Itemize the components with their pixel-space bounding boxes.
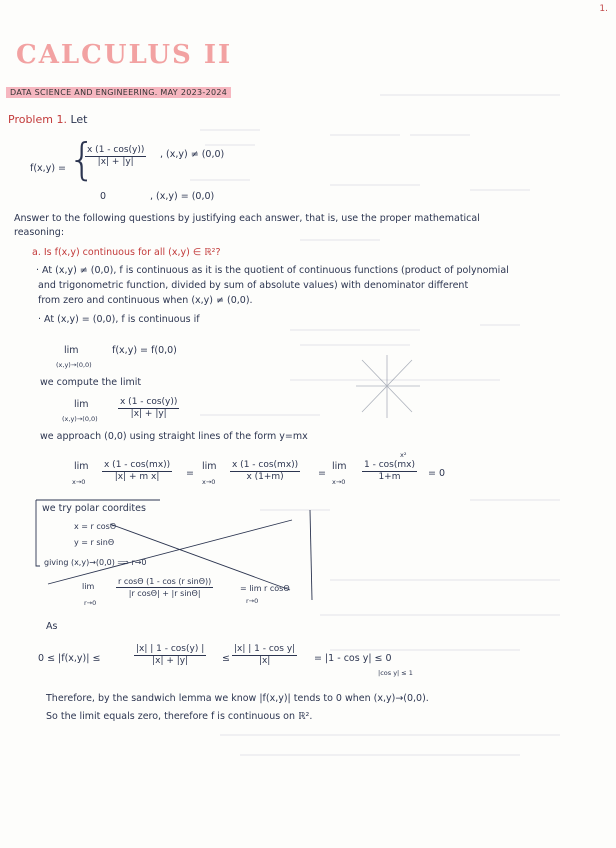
inequality-numerator-1: |x| | 1 - cos(y) | [136,644,205,654]
definition-case1-numerator: x (1 - cos(y)) [87,145,145,155]
limit-subscript-2: (x,y)→(0,0) [62,415,98,423]
part-a-bullet1-line3: from zero and continuous when (x,y) ≠ (0,0). [38,295,253,306]
inequality-left: 0 ≤ |f(x,y)| ≤ [38,653,101,664]
problem-label: Problem 1. [8,113,67,126]
sl-result: = 0 [428,468,446,479]
sl-limit-word-1: lim [74,461,89,472]
sl-numerator-1: x (1 - cos(mx)) [104,460,171,470]
definition-case1-condition: , (x,y) ≠ (0,0) [160,149,225,160]
conclusion-line2: So the limit equals zero, therefore f is continuous on ℝ². [46,711,313,722]
piecewise-brace: { [68,134,96,185]
sl-limit-subscript-2: x→0 [202,478,216,486]
conclusion-line1: Therefore, by the sandwich lemma we know |f(x,y)| tends to 0 when (x,y)→(0,0). [46,693,429,704]
definition-case2-value: 0 [100,191,107,202]
polar-denominator: |r cosΘ| + |r sinΘ| [128,589,201,598]
polar-limit-word: lim [82,582,95,591]
inequality-note: |cos y| ≤ 1 [378,669,413,677]
page-number: 1. [599,4,608,14]
instructions-line1: Answer to the following questions by justifying each answer, that is, use the proper mathematical [14,213,480,224]
sl-numerator-3: 1 - cos(mx) [364,460,415,470]
instructions-line2: reasoning: [14,227,65,238]
limit-word-1: lim [64,345,79,356]
definition-case1-denominator: |x| + |y| [97,157,134,167]
course-subtitle: DATA SCIENCE AND ENGINEERING. MAY 2023-2024 [6,87,231,98]
inequality-denominator-2: |x| [258,656,271,666]
inequality-denominator-1: |x| + |y| [152,656,189,666]
sl-equals-1: = [186,468,194,479]
polar-result-subscript: r→0 [246,597,259,605]
definition-lhs: f(x,y) = [30,163,67,174]
sl-denominator-2: x (1+m) [246,472,284,482]
compute-limit-text: we compute the limit [40,377,142,388]
sl-limit-subscript-1: x→0 [72,478,86,486]
inequality-numerator-2: |x| | 1 - cos y| [234,644,296,654]
polar-intro: we try polar coordites [42,503,146,514]
sl-denominator-1: |x| + m x| [114,472,160,482]
polar-strike-1 [48,520,292,584]
sl-limit-subscript-3: x→0 [332,478,346,486]
compute-limit-numerator: x (1 - cos(y)) [120,397,178,407]
page-title: CALCULUS II [16,40,233,70]
polar-limit-subscript: r→0 [84,599,97,607]
compute-limit-denominator: |x| + |y| [130,409,167,419]
polar-strike-2 [110,524,290,590]
polar-y: y = r sinΘ [74,538,115,547]
sl-denominator-3: 1+m [378,472,401,482]
sl-limit-word-3: lim [332,461,347,472]
polar-giving: giving (x,y)→(0,0) ⟹ r→0 [44,558,147,567]
polar-x: x = r cosΘ [74,522,117,531]
polar-result: = lim r cosΘ [240,584,290,593]
sl-numerator-2: x (1 - cos(mx)) [232,460,299,470]
polar-box-right [310,510,312,600]
straight-lines-text: we approach (0,0) using straight lines of the form y=mx [40,431,308,442]
inequality-result: = |1 - cos y| ≤ 0 [314,653,392,664]
inequality-le: ≤ [222,653,230,664]
limit-word-2: lim [74,399,89,410]
limit-subscript-1: (x,y)→(0,0) [56,361,92,369]
definition-case2-condition: , (x,y) = (0,0) [150,191,215,202]
part-a-bullet1-line1: · At (x,y) ≠ (0,0), f is continuous as it is the quotient of continuous functions (product of polynomial [36,265,509,276]
polar-box-left [36,500,40,566]
as-word: As [46,621,58,632]
sl-limit-word-2: lim [202,461,217,472]
part-a-question: a. Is f(x,y) continuous for all (x,y) ∈ ℝ²? [32,247,221,258]
sl-exponent-note: x² [400,451,407,459]
part-a-bullet2: · At (x,y) = (0,0), f is continuous if [38,314,200,325]
limit-equation: f(x,y) = f(0,0) [112,345,177,356]
sl-equals-2: = [318,468,326,479]
part-a-bullet1-line2: and trigonometric function, divided by sum of absolute values) with denominator different [38,280,469,291]
problem-intro: Let [70,113,88,126]
polar-numerator: r cosΘ (1 - cos (r sinΘ)) [118,577,212,586]
